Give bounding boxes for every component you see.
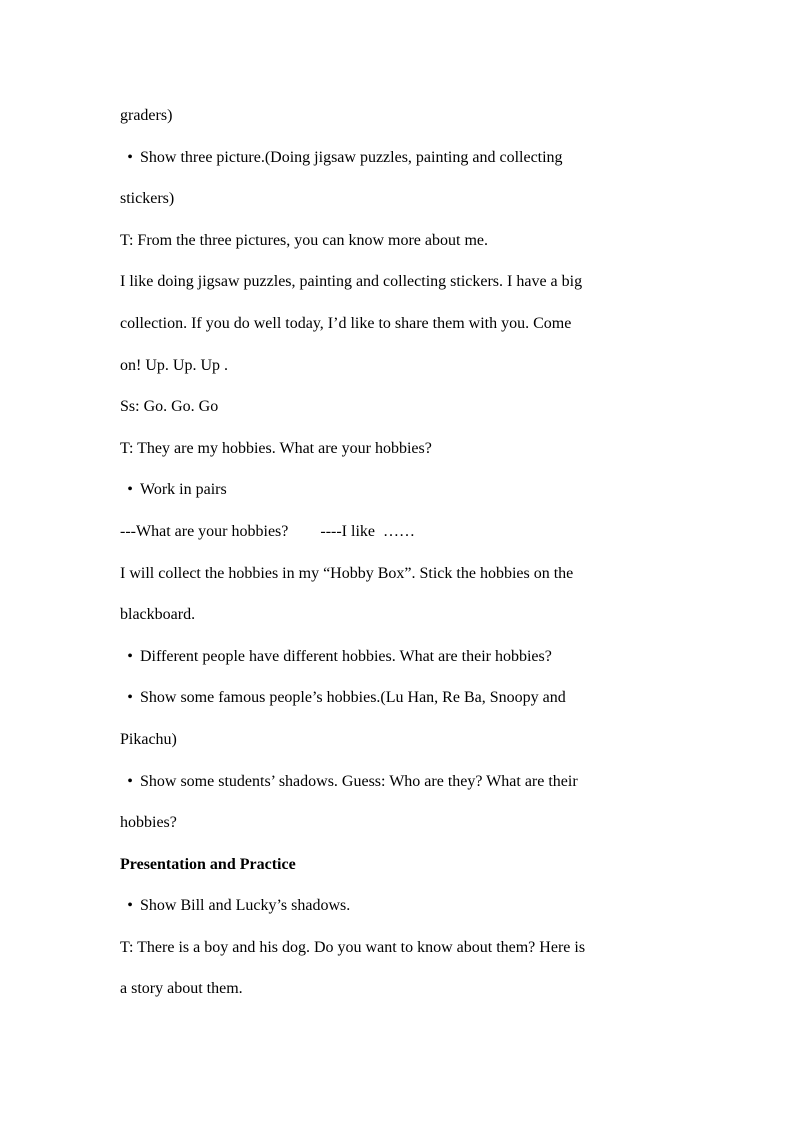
line-text: Show three picture.(Doing jigsaw puzzles, painting and collecting <box>140 148 563 166</box>
line-text: graders) <box>120 107 173 124</box>
line-text: Ss: Go. Go. Go <box>120 398 219 416</box>
line-text: hobbies? <box>120 814 177 832</box>
line-text: ---What are your hobbies? ----I like …… <box>120 522 415 540</box>
line-text: T: From the three pictures, you can know more about me. <box>120 231 488 249</box>
text-line <box>120 602 680 644</box>
line-text: Work in pairs <box>140 481 227 499</box>
line-text: on! Up. Up. Up . <box>120 356 228 374</box>
line-text: blackboard. <box>120 606 196 624</box>
line-text: T: They are my hobbies. What are your hobbies? <box>120 439 432 457</box>
bullet-line <box>120 893 680 935</box>
line-text: Show Bill and Lucky’s shadows. <box>140 897 351 915</box>
line-text: collection. If you do well today, I’d like to share them with you. Come <box>120 314 572 332</box>
bullet-line <box>120 145 680 187</box>
bullet-icon: • <box>127 647 133 665</box>
text-line <box>120 103 680 145</box>
line-text: Pikachu) <box>120 730 177 748</box>
section-heading <box>120 852 680 894</box>
line-text: Presentation and Practice <box>120 855 296 873</box>
line-text: a story about them. <box>120 980 243 998</box>
bullet-line <box>120 685 680 727</box>
line-text: Show some students’ shadows. Guess: Who are they? What are their <box>140 772 578 790</box>
text-line <box>120 727 680 769</box>
text-line <box>120 228 680 270</box>
line-text: Show some famous people’s hobbies.(Lu Han, Re Ba, Snoopy and <box>140 689 566 707</box>
text-line <box>120 935 680 977</box>
bullet-icon: • <box>127 481 133 499</box>
line-text: T: There is a boy and his dog. Do you want to know about them? Here is <box>120 938 586 956</box>
bullet-icon: • <box>127 897 133 915</box>
text-line <box>120 353 680 395</box>
text-line <box>120 311 680 353</box>
text-line <box>120 186 680 228</box>
bullet-line <box>120 769 680 811</box>
bullet-line <box>120 477 680 519</box>
bullet-icon: • <box>127 689 133 707</box>
bullet-line <box>120 644 680 686</box>
bullet-icon: • <box>127 772 133 790</box>
text-line <box>120 519 680 561</box>
line-text: stickers) <box>120 190 175 208</box>
text-line <box>120 561 680 603</box>
text-line <box>120 810 680 852</box>
line-text: I like doing jigsaw puzzles, painting and collecting stickers. I have a big <box>120 273 583 291</box>
text-line <box>120 436 680 478</box>
text-line <box>120 269 680 311</box>
document-body <box>120 103 680 1018</box>
line-text: I will collect the hobbies in my “Hobby Box”. Stick the hobbies on the <box>120 564 574 582</box>
text-line <box>120 394 680 436</box>
text-line <box>120 976 680 1018</box>
bullet-icon: • <box>127 148 133 166</box>
line-text: Different people have different hobbies. What are their hobbies? <box>140 647 552 665</box>
